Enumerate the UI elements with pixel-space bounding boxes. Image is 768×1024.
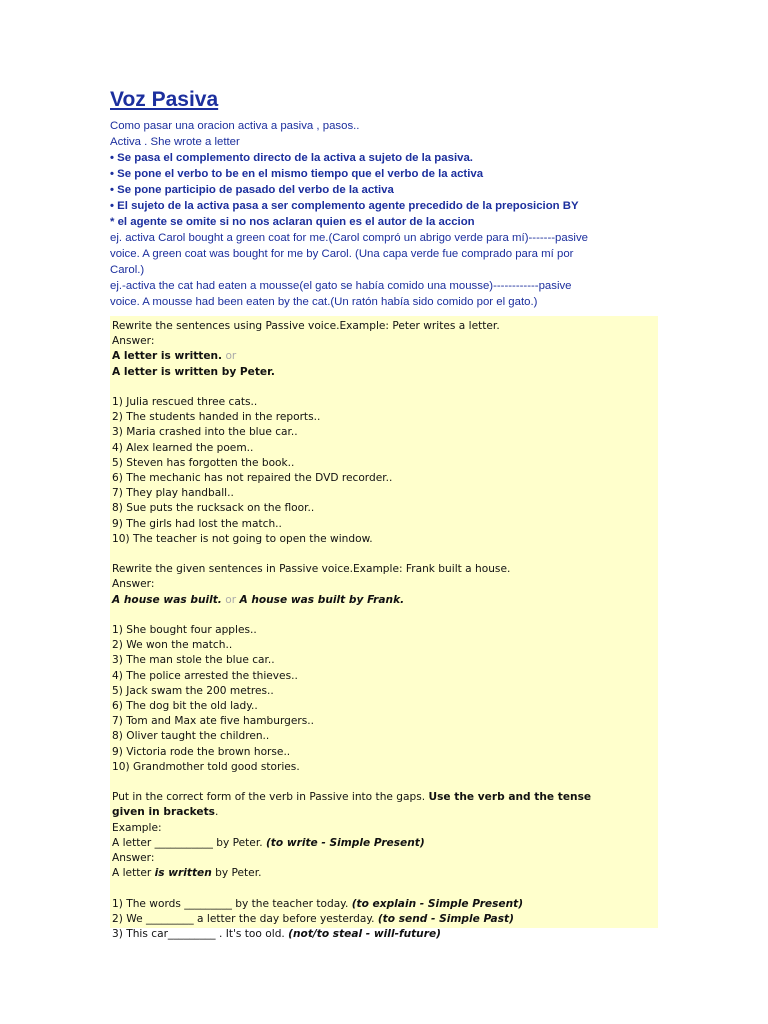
exercise1-list xyxy=(112,395,656,547)
list-item: 4) Alex learned the poem.. xyxy=(112,441,254,454)
list-item: 7) They play handball.. xyxy=(112,487,234,500)
list-item xyxy=(112,897,656,912)
exercise3-instruction-cont xyxy=(112,805,656,820)
page-title[interactable]: Voz Pasiva xyxy=(110,88,219,111)
answer-bold: is written xyxy=(154,867,212,880)
exercise3-instruction xyxy=(112,790,656,805)
gap-sentence: 3) This car_________ . It's too old. xyxy=(112,928,285,941)
answer-text: A letter xyxy=(112,867,152,880)
list-item: 8) Sue puts the rucksack on the floor.. xyxy=(112,502,315,515)
list-item: 7) Tom and Max ate five hamburgers.. xyxy=(112,715,314,728)
list-item: 3) Maria crashed into the blue car.. xyxy=(112,426,298,439)
rule-item: • Se pone el verbo to be en el mismo tiempo que el verbo de la activa xyxy=(110,168,484,180)
list-item: 3) The man stole the blue car.. xyxy=(112,654,275,667)
list-item: 2) We won the match.. xyxy=(112,639,233,652)
exercise1-answer-a xyxy=(112,349,656,364)
list-item: 5) Jack swam the 200 metres.. xyxy=(112,684,274,697)
list-item: 2) The students handed in the reports.. xyxy=(112,411,321,424)
exercise3-list xyxy=(112,897,656,943)
or-text: or xyxy=(225,593,237,606)
rule-item: • Se pasa el complemento directo de la activa a sujeto de la pasiva. xyxy=(110,152,473,164)
list-item: 8) Oliver taught the children.. xyxy=(112,730,270,743)
instruction-text: Put in the correct form of the verb in Passive into the gaps. xyxy=(112,791,426,804)
gap-sentence: 2) We _________ a letter the day before yesterday. xyxy=(112,912,375,925)
list-item xyxy=(112,927,656,942)
example-hint: (to write - Simple Present) xyxy=(265,836,425,849)
exercise3-example xyxy=(112,836,656,851)
verb-hint: (to explain - Simple Present) xyxy=(351,897,524,910)
example-line: ej. activa Carol bought a green coat for me.(Carol compró un abrigo verde para mí)-------pasive xyxy=(110,232,588,244)
answer-label: Answer: xyxy=(112,335,155,348)
answer-text: A letter is written. xyxy=(112,350,223,363)
answer-label: Answer: xyxy=(112,852,155,865)
gap-sentence: 1) The words _________ by the teacher today. xyxy=(112,897,349,910)
example-line: voice. A green coat was bought for me by Carol. (Una capa verde fue comprado para mí por xyxy=(110,248,574,260)
list-item: 5) Steven has forgotten the book.. xyxy=(112,456,295,469)
answer-text: A house was built by Frank. xyxy=(239,593,405,606)
answer-text: by Peter. xyxy=(215,867,262,880)
exercise3-answer xyxy=(112,866,656,881)
example-text: A letter ___________ by Peter. xyxy=(112,836,263,849)
example-line: ej.-activa the cat had eaten a mousse(el gato se había comido una mousse)------------pasive xyxy=(110,280,572,292)
rule-item: • Se pone participio de pasado del verbo de la activa xyxy=(110,184,394,196)
example-label: Example: xyxy=(112,821,162,834)
exercise-box xyxy=(110,316,658,941)
rule-note: * el agente se omite si no nos aclaran quien es el autor de la accion xyxy=(110,216,475,228)
or-text: or xyxy=(225,350,237,363)
answer-label: Answer: xyxy=(112,578,155,591)
intro-line: Como pasar una oracion activa a pasiva , pasos.. xyxy=(110,120,360,132)
page-header xyxy=(110,88,660,310)
instruction-end: . xyxy=(214,806,219,819)
exercise2-list xyxy=(112,623,656,775)
intro-section xyxy=(110,118,660,310)
answer-text: A house was built. xyxy=(112,593,222,606)
list-item: 9) Victoria rode the brown horse.. xyxy=(112,745,291,758)
list-item: 6) The mechanic has not repaired the DVD recorder.. xyxy=(112,472,393,485)
instruction-bold: Use the verb and the tense xyxy=(428,791,592,804)
verb-hint: (to send - Simple Past) xyxy=(377,912,514,925)
exercise1-instruction: Rewrite the sentences using Passive voice.Example: Peter writes a letter. xyxy=(112,320,500,332)
list-item: 10) The teacher is not going to open the window. xyxy=(112,532,373,545)
list-item: 4) The police arrested the thieves.. xyxy=(112,669,298,682)
list-item xyxy=(112,912,656,927)
list-item: 10) Grandmother told good stories. xyxy=(112,760,300,773)
verb-hint: (not/to steal - will-future) xyxy=(288,928,441,941)
instruction-bold: given in brackets xyxy=(112,806,215,819)
list-item: 6) The dog bit the old lady.. xyxy=(112,700,258,713)
rule-item: • El sujeto de la activa pasa a ser complemento agente precedido de la preposicion BY xyxy=(110,200,579,212)
example-line: voice. A mousse had been eaten by the cat.(Un ratón había sido comido por el gato.) xyxy=(110,296,538,308)
list-item: 9) The girls had lost the match.. xyxy=(112,517,282,530)
exercise2-answer xyxy=(112,593,656,608)
example-line: Carol.) xyxy=(110,264,145,276)
list-item: 1) She bought four apples.. xyxy=(112,624,257,637)
exercise1-answer-b: A letter is written by Peter. xyxy=(112,365,275,378)
list-item: 1) Julia rescued three cats.. xyxy=(112,396,258,408)
intro-line: Activa . She wrote a letter xyxy=(110,136,240,148)
exercise2-instruction: Rewrite the given sentences in Passive voice.Example: Frank built a house. xyxy=(112,563,511,576)
